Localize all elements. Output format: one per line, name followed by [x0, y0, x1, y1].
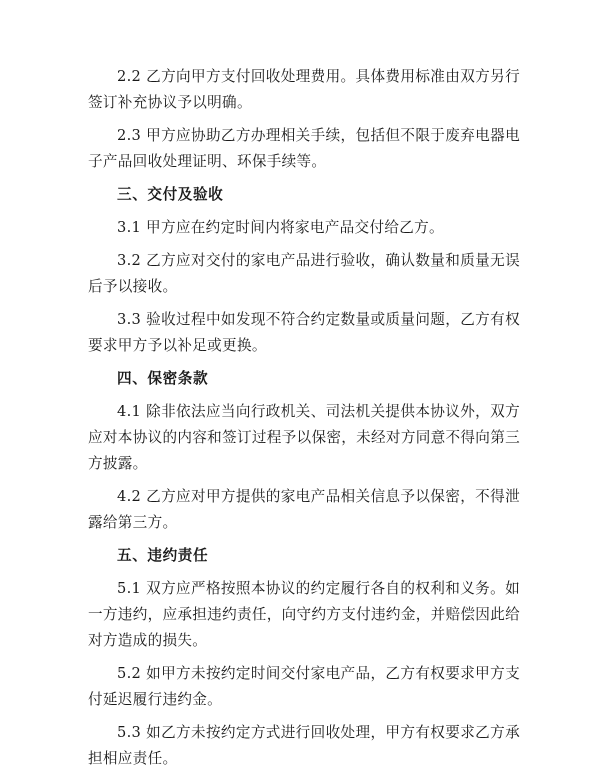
clause-5-3: 5.3 如乙方未按约定方式进行回收处理，甲方有权要求乙方承担相应责任。 — [88, 724, 520, 767]
clause-5-1: 5.1 双方应严格按照本协议的约定履行各自的权利和义务。如一方违约，应承担违约责任，向守约方支付违约金，并赔偿因此给对方造成的损失。 — [88, 580, 520, 649]
document-body — [88, 64, 520, 779]
clause-4-2: 4.2 乙方应对甲方提供的家电产品相关信息予以保密，不得泄露给第三方。 — [88, 488, 520, 531]
clause-5-2: 5.2 如甲方未按约定时间交付家电产品，乙方有权要求甲方支付延迟履行违约金。 — [88, 665, 520, 708]
clause-3-3: 3.3 验收过程中如发现不符合约定数量或质量问题，乙方有权要求甲方予以补足或更换。 — [88, 311, 520, 354]
section-heading-breach-liability: 五、违约责任 — [117, 547, 209, 564]
clause-3-2: 3.2 乙方应对交付的家电产品进行验收，确认数量和质量无误后予以接收。 — [88, 252, 520, 295]
clause-2-3: 2.3 甲方应协助乙方办理相关手续，包括但不限于废弃电器电子产品回收处理证明、环保手续等。 — [88, 127, 520, 170]
section-heading-delivery-acceptance: 三、交付及验收 — [117, 186, 224, 203]
clause-2-2: 2.2 乙方向甲方支付回收处理费用。具体费用标准由双方另行签订补充协议予以明确。 — [88, 68, 520, 111]
clause-3-1: 3.1 甲方应在约定时间内将家电产品交付给乙方。 — [117, 219, 444, 236]
section-heading-confidentiality: 四、保密条款 — [117, 370, 209, 387]
clause-4-1: 4.1 除非依法应当向行政机关、司法机关提供本协议外，双方应对本协议的内容和签订过程予以保密，未经对方同意不得向第三方披露。 — [88, 403, 520, 472]
